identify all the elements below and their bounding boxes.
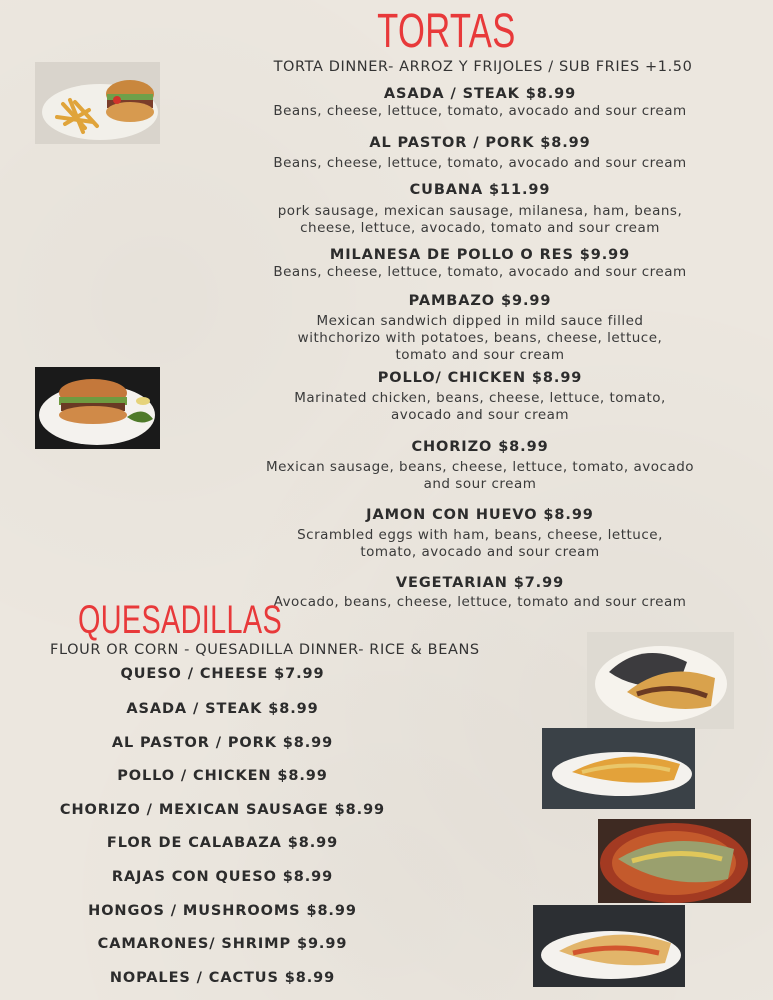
quesadilla-item: RAJAS CON QUESO $8.99: [111, 869, 334, 885]
quesadilla-item: POLLO / CHICKEN $8.99: [117, 768, 328, 784]
quesadillas-subtitle: FLOUR OR CORN - QUESADILLA DINNER- RICE & BEANS: [50, 642, 480, 658]
menu-item-pambazo: [285, 292, 675, 364]
item-desc: Beans, cheese, lettuce, tomato, avocado and sour cream: [273, 264, 687, 280]
quesadilla-plate-photo-2: [542, 728, 695, 809]
item-desc: Mexican sandwich dipped in mild sauce filled withchorizo with potatoes, beans, cheese, lettuce, tomato and sour cream: [297, 313, 663, 363]
item-name: PAMBAZO $9.99: [408, 293, 552, 309]
quesadilla-item: NOPALES / CACTUS $8.99: [109, 970, 336, 986]
item-desc: Beans, cheese, lettuce, tomato, avocado and sour cream: [273, 103, 687, 119]
quesadilla-item: ASADA / STEAK $8.99: [126, 701, 319, 717]
menu-item-milanesa: [250, 246, 710, 281]
item-desc: Mexican sausage, beans, cheese, lettuce, tomato, avocado and sour cream: [265, 459, 695, 492]
menu-item-jamon: [280, 506, 680, 561]
quesadilla-item: CAMARONES/ SHRIMP $9.99: [97, 936, 348, 952]
quesadilla-plate-photo-1: [587, 632, 734, 729]
tortas-title: TORTAS: [377, 5, 516, 58]
item-name: VEGETARIAN $7.99: [395, 575, 565, 591]
item-desc: Marinated chicken, beans, cheese, lettuce, tomato, avocado and sour cream: [294, 390, 666, 423]
quesadilla-plate-photo-3: [598, 819, 751, 903]
quesadilla-item: HONGOS / MUSHROOMS $8.99: [88, 903, 357, 919]
item-name: MILANESA DE POLLO O RES $9.99: [329, 247, 631, 263]
item-name: CHORIZO $8.99: [411, 439, 549, 455]
tortas-subtitle: TORTA DINNER- ARROZ Y FRIJOLES / SUB FRIES +1.50: [273, 59, 693, 75]
item-name: CUBANA $11.99: [409, 182, 551, 198]
quesadillas-title: QUESADILLAS: [78, 598, 283, 642]
menu-item-chorizo: [255, 438, 705, 493]
quesadilla-item: QUESO / CHEESE $7.99: [120, 666, 325, 682]
item-desc: Scrambled eggs with ham, beans, cheese, lettuce, tomato, avocado and sour cream: [297, 527, 663, 560]
item-name: AL PASTOR / PORK $8.99: [369, 135, 591, 151]
quesadilla-plate-photo-4: [533, 905, 685, 987]
menu-item-al-pastor: [250, 134, 710, 172]
item-name: POLLO/ CHICKEN $8.99: [377, 370, 583, 386]
item-name: JAMON CON HUEVO $8.99: [366, 507, 594, 523]
torta-plate-photo: [35, 367, 160, 449]
item-desc: Beans, cheese, lettuce, tomato, avocado and sour cream: [273, 155, 687, 171]
quesadilla-item: FLOR DE CALABAZA $8.99: [106, 835, 339, 851]
menu-item-cubana: [270, 181, 690, 237]
torta-fries-photo: [35, 62, 160, 144]
menu-item-vegetarian: [250, 574, 710, 611]
item-desc: pork sausage, mexican sausage, milanesa, ham, beans, cheese, lettuce, avocado, tomato and sour cream: [277, 203, 683, 236]
item-desc: Avocado, beans, cheese, lettuce, tomato and sour cream: [273, 594, 687, 610]
menu-item-asada: [250, 85, 710, 120]
quesadilla-item: AL PASTOR / PORK $8.99: [111, 735, 334, 751]
item-name: ASADA / STEAK $8.99: [383, 86, 577, 102]
quesadilla-item: CHORIZO / MEXICAN SAUSAGE $8.99: [59, 802, 386, 818]
menu-item-pollo: [280, 369, 680, 424]
